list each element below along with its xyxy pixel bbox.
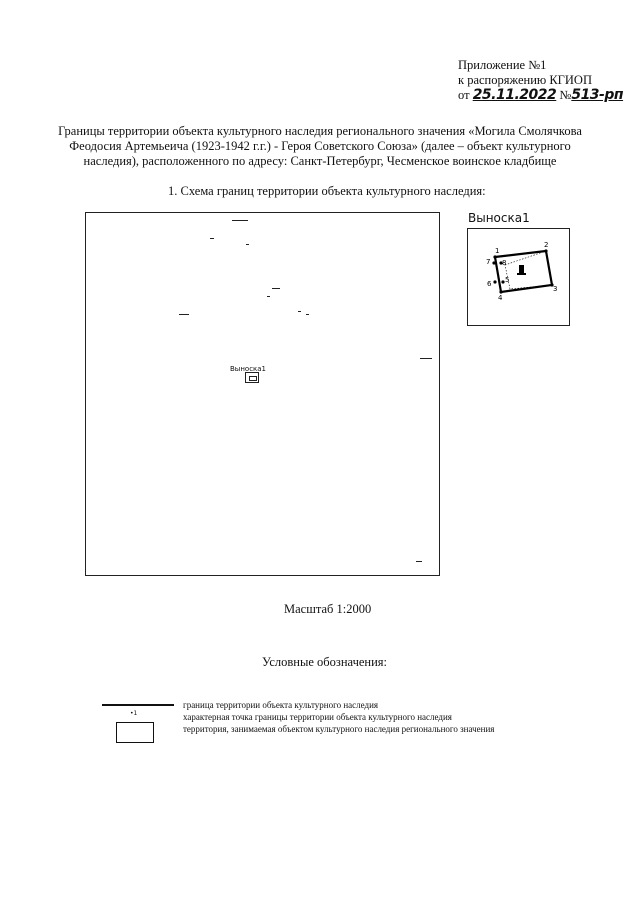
map-mark xyxy=(272,288,280,289)
grave-base xyxy=(517,273,526,275)
appendix-date-line xyxy=(458,88,623,103)
map-scheme-frame xyxy=(85,212,440,576)
legend-item-boundary: граница территории объекта культурного наследия xyxy=(183,700,379,710)
legend-point-symbol: •1 xyxy=(130,710,138,717)
appendix-order-ref: к распоряжению КГИОП xyxy=(458,73,592,87)
map-mark xyxy=(416,561,422,562)
document-title: Границы территории объекта культурного наследия регионального значения «Могила Смолячкова Феодосия Артемьеича (1923-1942 г.г.) - Героя Советского Союза» (далее – объект культурного наследия), расположенного по адресу: Санкт-Петербург, Чесменское воинское кладбище xyxy=(58,124,582,168)
map-object-outline xyxy=(249,376,257,381)
legend-title: Условные обозначения: xyxy=(262,655,388,669)
map-callout-marker xyxy=(245,372,259,383)
map-mark xyxy=(179,314,189,315)
number-prefix: № xyxy=(559,88,572,102)
legend-boundary-line-symbol xyxy=(102,704,174,706)
point-label-8: 8 xyxy=(502,259,507,267)
callout-title: Выноска1 xyxy=(468,211,530,225)
map-scale: Масштаб 1:2000 xyxy=(284,602,372,616)
point-2 xyxy=(544,249,547,252)
map-mark xyxy=(210,238,214,239)
point-label-5: 5 xyxy=(505,276,510,284)
object-territory-outline xyxy=(505,251,552,289)
map-mark xyxy=(298,311,301,312)
point-label-1: 1 xyxy=(495,247,500,255)
legend-territory-symbol xyxy=(116,722,154,743)
callout-detail-frame xyxy=(467,228,570,326)
legend-item-territory: территория, занимаемая объектом культурного наследия регионального значения xyxy=(183,724,495,734)
map-mark xyxy=(232,220,248,221)
appendix-number: Приложение №1 xyxy=(458,58,547,72)
point-label-3: 3 xyxy=(553,285,558,293)
date-prefix: от xyxy=(458,88,470,102)
legend-item-point: характерная точка границы территории объекта культурного наследия xyxy=(183,712,452,722)
grave-symbol xyxy=(519,265,524,273)
order-date: 25.11.2022 xyxy=(472,87,557,103)
point-6 xyxy=(493,280,496,283)
point-label-7: 7 xyxy=(486,258,491,266)
point-label-2: 2 xyxy=(544,241,549,249)
map-callout-label: Выноска1 xyxy=(230,365,267,373)
appendix-header xyxy=(458,58,623,103)
map-mark xyxy=(420,358,432,359)
point-label-4: 4 xyxy=(498,294,503,302)
map-mark xyxy=(306,314,309,315)
point-7 xyxy=(492,261,495,264)
section-heading: 1. Схема границ территории объекта культурного наследия: xyxy=(168,184,486,198)
map-mark xyxy=(246,244,249,245)
order-number: 513-рп xyxy=(571,87,624,103)
callout-boundary-drawing xyxy=(468,229,571,327)
point-1 xyxy=(493,255,496,258)
point-label-6: 6 xyxy=(487,280,492,288)
map-mark xyxy=(267,296,270,297)
